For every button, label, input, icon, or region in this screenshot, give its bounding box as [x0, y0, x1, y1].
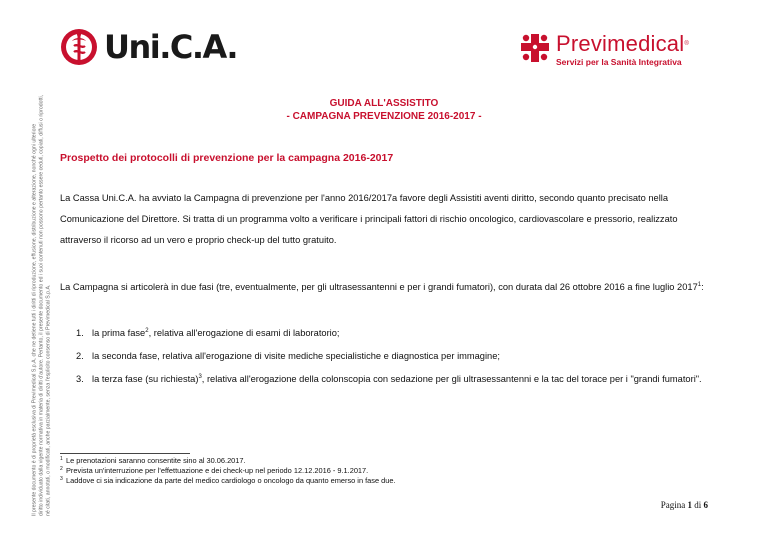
- list-item: [76, 350, 708, 362]
- side-note-line-2: diritto individuato dalla vigente normativa in materia di diritti d'autore. Pertanto, il presente documento ed i suoi contenuti non possono pertanto essere ceduti, copiati, diffusi o riprodotti,: [38, 94, 45, 516]
- footnote-divider: [60, 453, 190, 454]
- side-note-line-1: Il presente documento è di proprietà esclusiva di Previmedical S.p.A. che ne detiene tutti i diritti di riproduzione, effusione, distribuzione e alterazione, nonché ogni ulteriore: [31, 123, 38, 516]
- list-item-text: [92, 373, 708, 385]
- section-heading: Prospetto dei protocolli di prevenzione per la campagna 2016-2017: [60, 152, 394, 164]
- side-note-line-3: né citati, annotati, o modificati, anche parzialmente, senza l'esplicito consenso di Previmedical S.p.A.: [45, 284, 52, 516]
- previmedical-logo: [520, 32, 689, 72]
- unica-logo: [60, 27, 237, 67]
- page-total: 6: [703, 500, 708, 510]
- footnote-3: [60, 476, 396, 486]
- footnote-text: Laddove ci sia indicazione da parte del medico cardiologo o oncologo da quanto emerso in fase due.: [66, 476, 396, 485]
- paragraph-phases-text: La Campagna si articolerà in due fasi (tre, eventualmente, per gli ultrasessantenni e per i grandi fumatori), con durata dal 26 ottobre 2016 a fine luglio 2017: [60, 282, 698, 292]
- footnote-text: Prevista un'interruzione per l'effettuazione e dei check-up nel periodo 12.12.2016 - 9.1.2017.: [66, 466, 369, 475]
- registered-mark: ®: [684, 41, 689, 47]
- unica-logo-text: Uni.C.A.: [104, 28, 238, 66]
- footnote-mark: 1: [60, 456, 63, 462]
- list-item-text: [92, 350, 708, 362]
- footnote-mark: 2: [60, 466, 63, 472]
- title-line-1: GUIDA ALL'ASSISTITO: [329, 98, 439, 109]
- paragraph-phases: [60, 277, 710, 298]
- page-sep: di: [694, 500, 702, 510]
- paragraph-phases-end: :: [701, 282, 704, 292]
- caduceus-icon: [60, 28, 98, 66]
- list-item-pre: la terza fase (su richiesta): [92, 374, 199, 384]
- list-item-number: 2.: [76, 351, 84, 361]
- list-item-pre: la prima fase: [92, 328, 146, 338]
- previmedical-name-text: Previmedical: [556, 31, 685, 56]
- list-item-post: , relativa all'erogazione di esami di laboratorio;: [148, 328, 340, 338]
- list-item-number: 1.: [76, 328, 84, 338]
- footnote-ref-2: 2: [145, 327, 149, 334]
- previmedical-tagline: Servizi per la Sanità Integrativa: [556, 57, 682, 67]
- footnote-ref-1: 1: [697, 281, 702, 288]
- list-item-post: , relativa all'erogazione della colonscopia con sedazione per gli ultrasessantenni e la tac del torace per i "grandi fumatori".: [201, 374, 702, 384]
- footnote-mark: 3: [60, 476, 63, 482]
- list-item-text: [92, 327, 708, 339]
- side-legal-note-wrapper: [22, 12, 62, 520]
- document-title: [0, 97, 768, 123]
- footnote-1: [60, 456, 396, 466]
- list-item-pre: la seconda fase, relativa all'erogazione di visite mediche specialistiche e diagnostica per immagine;: [92, 351, 500, 361]
- page-label: Pagina: [660, 500, 686, 510]
- paragraph-intro: La Cassa Uni.C.A. ha avviato la Campagna di prevenzione per l'anno 2016/2017a favore degli Assistiti aventi diritto, secondo quanto precisato nella Comunicazione del Direttore. Si tratta di un programma volto a verificare i principali fattori di rischio oncologico, cardiovascolare e pressorio, realizzato attraverso il ricorso ad un vero e proprio check-up del tutto gratuito.: [60, 193, 678, 245]
- list-item: [76, 373, 708, 385]
- previmedical-name: [556, 32, 689, 56]
- title-line-2: - CAMPAGNA PREVENZIONE 2016-2017 -: [286, 111, 482, 122]
- list-item: [76, 327, 708, 339]
- page-current: 1: [687, 500, 692, 510]
- list-item-number: 3.: [76, 374, 84, 384]
- page-number: [661, 500, 708, 510]
- footnote-2: [60, 466, 396, 476]
- side-legal-note: [32, 16, 53, 516]
- footnotes: [60, 456, 396, 486]
- previmedical-text-block: [556, 32, 689, 68]
- footnote-text: Le prenotazioni saranno consentite sino al 30.06.2017.: [66, 456, 246, 465]
- previmedical-emblem-icon: [520, 32, 550, 64]
- footnote-ref-3: 3: [198, 373, 202, 380]
